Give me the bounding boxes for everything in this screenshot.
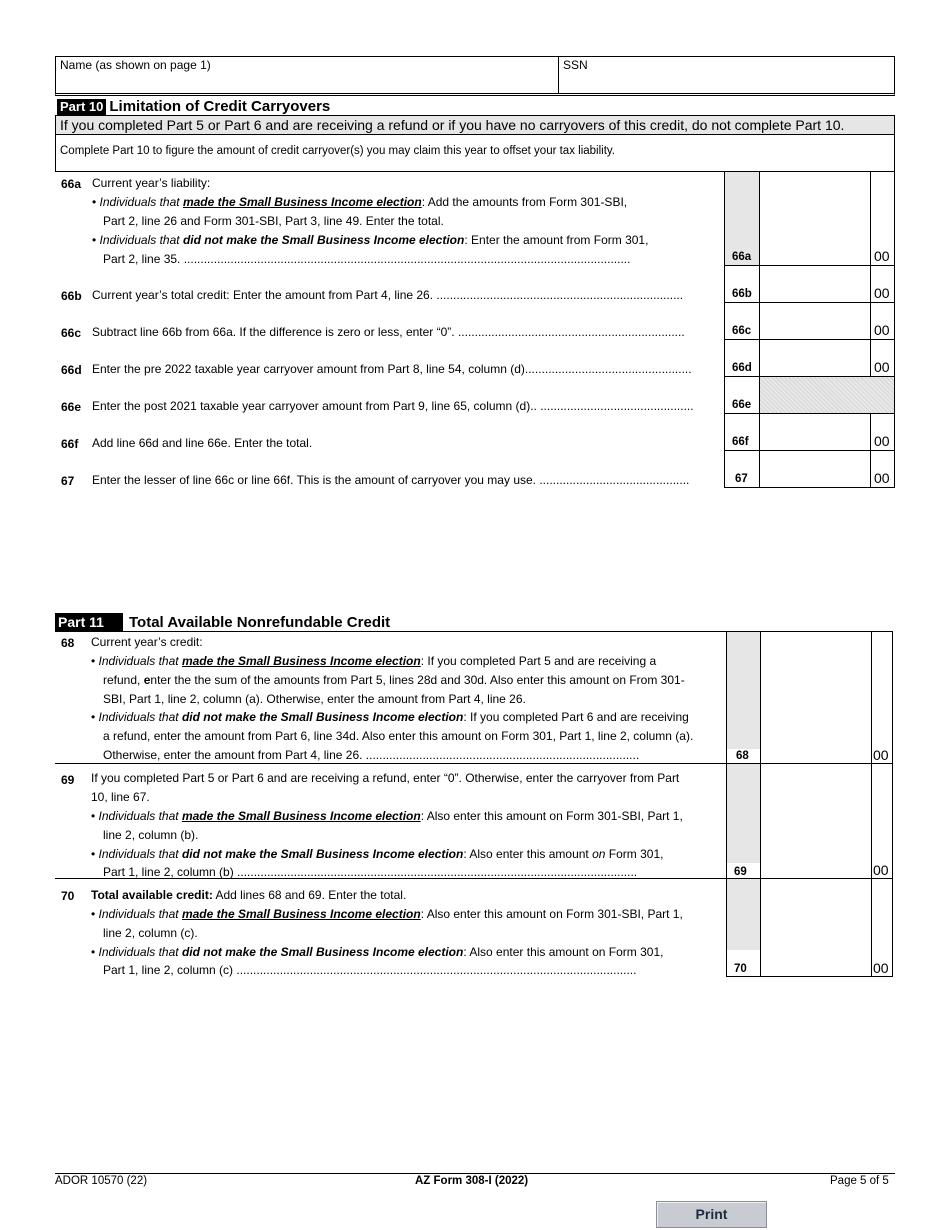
name-label: Name (as shown on page 1) xyxy=(60,58,211,72)
line-66f-cents: 00 xyxy=(874,433,890,449)
line-70-bullet-2-cont: Part 1, line 2, column (c) ........................................................................................................................ xyxy=(103,963,637,977)
line-67-text: Enter the lesser of line 66c or line 66f. This is the amount of carryover you may use. ............................................. xyxy=(92,473,690,487)
line-70-title: Total available credit: Add lines 68 and 69. Enter the total. xyxy=(91,888,407,902)
line-66d-cents: 00 xyxy=(874,359,890,375)
line-66a-bullet-2-cont: Part 2, line 35. ...................................................................................................................................... xyxy=(103,252,631,266)
line-69-text-2: 10, line 67. xyxy=(91,790,150,804)
line-68-bullet-1-cont: refund, enter the the sum of the amounts from Part 5, lines 28d and 30d. Also enter this amount on From 301- xyxy=(103,673,685,687)
line-69-bullet-1-cont: line 2, column (b). xyxy=(103,828,199,842)
footer-page-number: Page 5 of 5 xyxy=(830,1175,889,1187)
part10-tag: Part 10 xyxy=(57,99,106,115)
footer-form-title: AZ Form 308-I (2022) xyxy=(415,1175,529,1187)
line-66f-amount-input[interactable] xyxy=(760,414,870,450)
ssn-label: SSN xyxy=(563,58,588,72)
line-68-bullet-1-cont-2: SBI, Part 1, line 2, column (a). Otherwise, enter the amount from Part 4, line 26. xyxy=(103,692,526,706)
line-69-code: 69 xyxy=(734,866,747,878)
line-66b-number: 66b xyxy=(61,289,82,303)
line-66e-number: 66e xyxy=(61,400,82,414)
part10-notice: If you completed Part 5 or Part 6 and are receiving a refund or if you have no carryovers of this credit, do not complete Part 10. xyxy=(55,115,895,135)
line-66a-amount-input[interactable] xyxy=(760,173,870,265)
footer-form-code: ADOR 10570 (22) xyxy=(55,1175,148,1187)
line-66c-code: 66c xyxy=(732,325,752,337)
line-68-bullet-2-cont: a refund, enter the amount from Part 6, line 34d. Also enter this amount on Form 301, Part 1, line 2, column (a). xyxy=(103,729,694,743)
part11-tag: Part 11 xyxy=(55,613,123,631)
line-70-bullet-2: • Individuals that did not make the Small Business Income election: Also enter this amount on Form 301, xyxy=(91,945,664,959)
identity-box xyxy=(55,56,895,96)
line-69-number: 69 xyxy=(61,773,75,787)
line-68-cents: 00 xyxy=(873,747,889,763)
line-70-code: 70 xyxy=(734,963,747,975)
line-68-amount-input[interactable] xyxy=(761,633,871,763)
ssn-field[interactable] xyxy=(560,57,894,93)
line-66f-number: 66f xyxy=(61,437,79,451)
part11-header xyxy=(55,613,390,631)
line-66b-cents: 00 xyxy=(874,285,890,301)
line-66c-amount-input[interactable] xyxy=(760,303,870,339)
line-66d-code: 66d xyxy=(732,362,752,374)
line-66a-number: 66a xyxy=(61,177,82,191)
line-68-number: 68 xyxy=(61,636,75,650)
print-button[interactable]: Print xyxy=(656,1201,767,1228)
line-69-text-1: If you completed Part 5 or Part 6 and are receiving a refund, enter “0”. Otherwise, enter the carryover from Part xyxy=(91,771,680,785)
line-66a-cents: 00 xyxy=(874,248,890,264)
part11-title: Total Available Nonrefundable Credit xyxy=(129,614,391,631)
line-66c-text: Subtract line 66b from 66a. If the difference is zero or less, enter “0”. .................................................................... xyxy=(92,325,685,339)
part10-header xyxy=(57,98,330,116)
line-70-bullet-1-cont: line 2, column (c). xyxy=(103,926,198,940)
line-66e-code: 66e xyxy=(732,399,752,411)
line-66f-code: 66f xyxy=(732,436,749,448)
line-68-code-shade xyxy=(727,632,760,749)
line-66d-number: 66d xyxy=(61,363,82,377)
line-66a-bullet-1-cont: Part 2, line 26 and Form 301-SBI, Part 3, line 49. Enter the total. xyxy=(103,214,444,228)
line-68-code: 68 xyxy=(736,750,749,762)
line-68-bullet-1: • Individuals that made the Small Business Income election: If you completed Part 5 and are receiving a xyxy=(91,654,657,668)
line-66b-amount-input[interactable] xyxy=(760,266,870,302)
line-70-cents: 00 xyxy=(873,960,889,976)
line-69-bullet-2-cont: Part 1, line 2, column (b) ........................................................................................................................ xyxy=(103,865,638,879)
line-67-cents: 00 xyxy=(874,470,890,486)
line-68-title: Current year’s credit: xyxy=(91,635,203,649)
line-70-code-shade xyxy=(727,879,760,950)
line-66b-code: 66b xyxy=(732,288,752,300)
line-66d-text: Enter the pre 2022 taxable year carryover amount from Part 8, line 54, column (d).................................................. xyxy=(92,362,692,376)
line-67-amount-input[interactable] xyxy=(760,451,870,487)
line-66a-bullet-2: • Individuals that did not make the Small Business Income election: Enter the amount from Form 301, xyxy=(92,233,649,247)
part10-title: Limitation of Credit Carryovers xyxy=(109,98,331,115)
line-70-amount-input[interactable] xyxy=(761,879,871,976)
part10-intro: Complete Part 10 to figure the amount of credit carryover(s) you may claim this year to offset your tax liability. xyxy=(55,135,895,172)
line-66d-amount-input[interactable] xyxy=(760,340,870,376)
line-68-bullet-2: • Individuals that did not make the Small Business Income election: If you completed Part 6 and are receiving xyxy=(91,710,689,724)
line-66a-title: Current year’s liability: xyxy=(92,176,211,190)
line-70-bullet-1: • Individuals that made the Small Business Income election: Also enter this amount on Form 301-SBI, Part 1, xyxy=(91,907,683,921)
name-field[interactable] xyxy=(56,57,559,93)
line-67-code: 67 xyxy=(735,473,748,485)
line-70-number: 70 xyxy=(61,889,75,903)
line-66c-cents: 00 xyxy=(874,322,890,338)
line-66a-code: 66a xyxy=(732,251,752,263)
line-69-bullet-1: • Individuals that made the Small Business Income election: Also enter this amount on Form 301-SBI, Part 1, xyxy=(91,809,683,823)
line-66e-shaded-amount xyxy=(760,377,894,413)
line-67-number: 67 xyxy=(61,474,75,488)
line-66f-text: Add line 66d and line 66e. Enter the total. xyxy=(92,436,313,450)
line-69-bullet-2: • Individuals that did not make the Small Business Income election: Also enter this amount on Form 301, xyxy=(91,847,664,861)
line-69-code-shade xyxy=(727,764,760,863)
line-69-amount-input[interactable] xyxy=(761,764,871,878)
line-66e-text: Enter the post 2021 taxable year carryover amount from Part 9, line 65, column (d).. .............................................. xyxy=(92,399,694,413)
line-69-cents: 00 xyxy=(873,862,889,878)
line-68-bullet-2-cont-2: Otherwise, enter the amount from Part 4, line 26. .................................................................................. xyxy=(103,748,640,762)
line-66b-text: Current year’s total credit: Enter the amount from Part 4, line 26. .......................................................................... xyxy=(92,288,684,302)
line-66c-number: 66c xyxy=(61,326,82,340)
line-66a-bullet-1: • Individuals that made the Small Business Income election: Add the amounts from Form 301-SBI, xyxy=(92,195,628,209)
